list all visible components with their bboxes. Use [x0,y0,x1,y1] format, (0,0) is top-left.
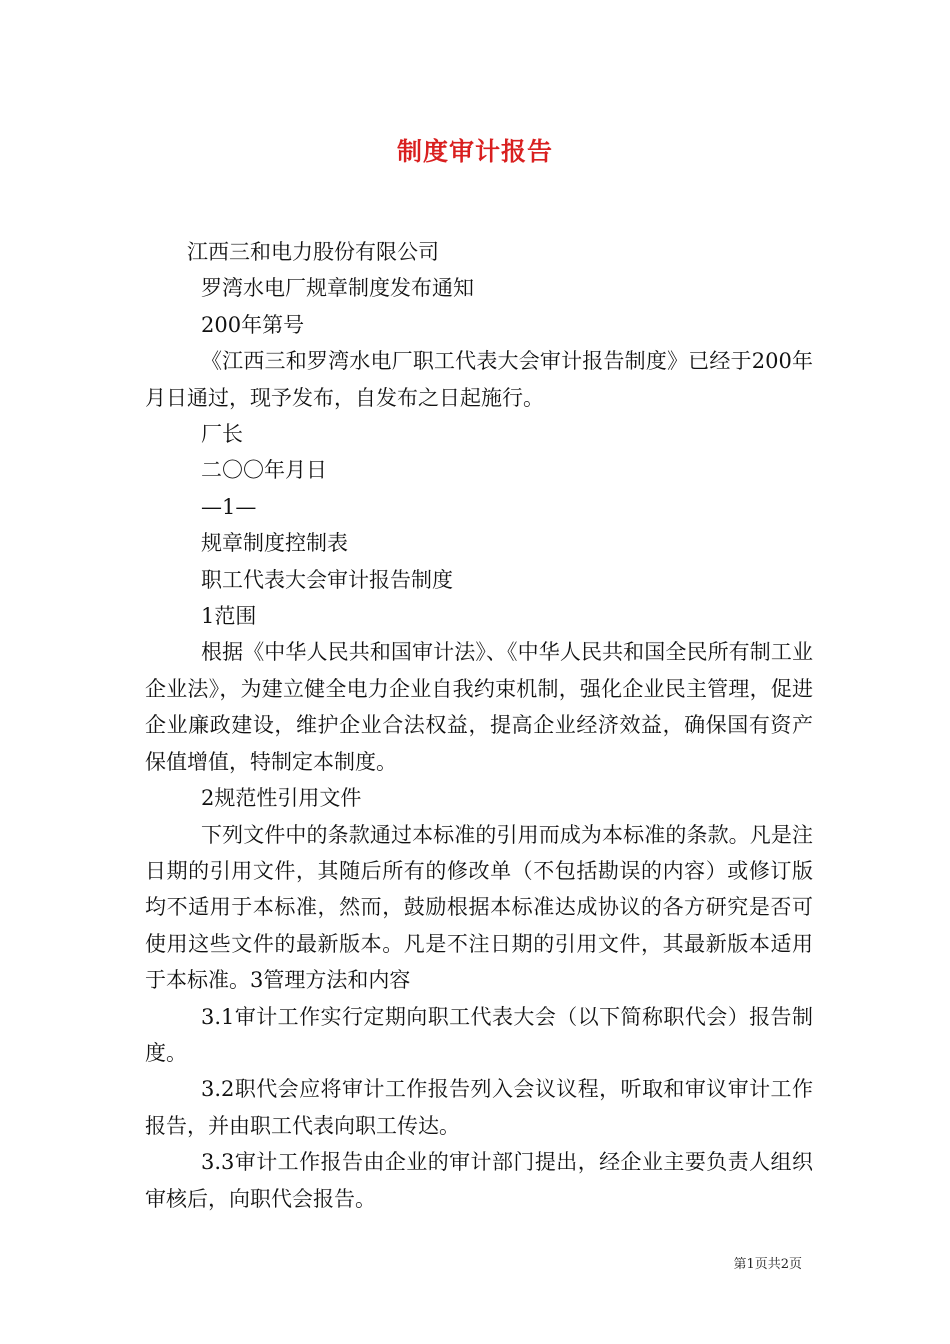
paragraph-signatory: 厂长 [201,422,243,447]
paragraph-scope: 根据《中华人民共和国审计法》、《中华人民共和国全民所有制工业企业法》，为建立健全电力企业自我约束机制，强化企业民主管理，促进企业廉政建设，维护企业合法权益，提高企业经济效益，确保国有资产保值增值，特制定本制度。 [145,640,813,774]
paragraph-notice-body: 《江西三和罗湾水电厂职工代表大会审计报告制度》已经于200年月日通过，现予发布，自发布之日起施行。 [145,349,813,410]
paragraph-system-name: 职工代表大会审计报告制度 [201,567,453,592]
document-title: 制度审计报告 [396,137,553,166]
paragraph-date: 二〇〇年月日 [201,458,327,483]
paragraph-company-name: 江西三和电力股份有限公司 [187,240,439,264]
paragraph-clause-3-1: 3.1审计工作实行定期向职工代表大会（以下简称职代会）报告制度。 [145,1004,813,1065]
paragraph-clause-3-2: 3.2职代会应将审计工作报告列入会议议程，听取和审议审计工作报告，并由职工代表向职工传达。 [145,1077,813,1138]
paragraph-notice-title: 罗湾水电厂规章制度发布通知 [201,276,474,301]
section-heading-references: 2规范性引用文件 [201,786,362,811]
page-footer: 第1页共2页 [733,1257,802,1272]
paragraph-clause-3-3: 3.3审计工作报告由企业的审计部门提出，经企业主要负责人组织审核后，向职代会报告。 [145,1150,813,1211]
document-body [145,234,813,1217]
section-heading-scope: 1范围 [201,604,257,629]
paragraph-references: 下列文件中的条款通过本标准的引用而成为本标准的条款。凡是注日期的引用文件，其随后所有的修改单（不包括勘误的内容）或修订版均不适用于本标准，然而，鼓励根据本标准达成协议的各方研究是否可使用这些文件的最新版本。凡是不注日期的引用文件，其最新版本适用于本标准。3管理方法和内容 [145,822,813,993]
paragraph-notice-number: 200年第号 [201,312,305,337]
paragraph-page-marker: —1— [201,494,257,519]
paragraph-control-table: 规章制度控制表 [201,531,348,556]
